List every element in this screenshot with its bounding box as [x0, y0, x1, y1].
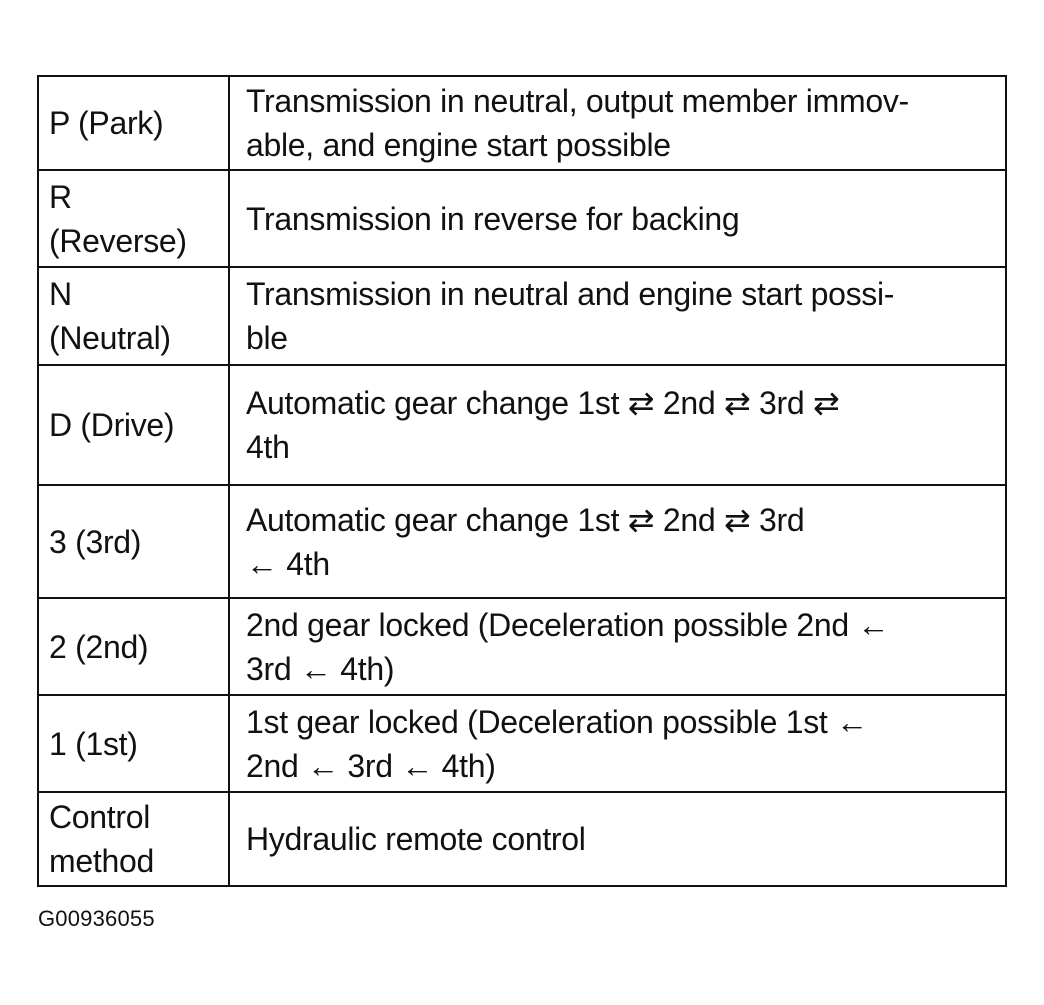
table-row: [38, 76, 1006, 170]
position-cell: [38, 76, 229, 170]
table-row: [38, 598, 1006, 695]
position-cell: [38, 485, 229, 598]
table-row: [38, 267, 1006, 365]
description-text: Transmission in reverse for backing: [246, 200, 740, 237]
position-cell: [38, 598, 229, 695]
description-text: Transmission in neutral and engine start possi- ble: [246, 276, 895, 356]
table-row: [38, 365, 1006, 485]
description-text: Automatic gear change 1st ⇄ 2nd ⇄ 3rd ⇄ 4th: [246, 385, 840, 465]
shift-position-table-container: [37, 75, 1005, 887]
description-cell: [229, 76, 1006, 170]
position-label: R (Reverse): [49, 178, 187, 259]
position-label: D (Drive): [49, 407, 175, 443]
position-label: 1 (1st): [49, 725, 138, 762]
description-cell: [229, 695, 1006, 792]
position-cell: [38, 170, 229, 267]
position-label: 3 (3rd): [49, 523, 142, 560]
description-cell: [229, 792, 1006, 886]
position-cell: [38, 792, 229, 886]
position-cell: [38, 267, 229, 365]
description-text: 1st gear locked (Deceleration possible 1st ← 2nd ← 3rd ← 4th): [246, 703, 868, 784]
description-text: Automatic gear change 1st ⇄ 2nd ⇄ 3rd ← 4th: [246, 501, 805, 582]
table-row: [38, 792, 1006, 886]
table-row: [38, 485, 1006, 598]
description-cell: [229, 267, 1006, 365]
description-text: 2nd gear locked (Deceleration possible 2nd ← 3rd ← 4th): [246, 606, 890, 687]
position-cell: [38, 365, 229, 485]
position-label: Control method: [49, 799, 154, 879]
shift-position-table: [37, 75, 1007, 887]
description-text: Transmission in neutral, output member immov- able, and engine start possible: [246, 83, 909, 163]
description-text: Hydraulic remote control: [246, 821, 586, 857]
table-row: [38, 695, 1006, 792]
position-label: N (Neutral): [49, 276, 171, 356]
position-label: 2 (2nd): [49, 628, 149, 665]
table-row: [38, 170, 1006, 267]
description-cell: [229, 170, 1006, 267]
position-cell: [38, 695, 229, 792]
description-cell: [229, 365, 1006, 485]
position-label: P (Park): [49, 105, 164, 141]
figure-code: G00936055: [38, 906, 155, 931]
description-cell: [229, 485, 1006, 598]
description-cell: [229, 598, 1006, 695]
